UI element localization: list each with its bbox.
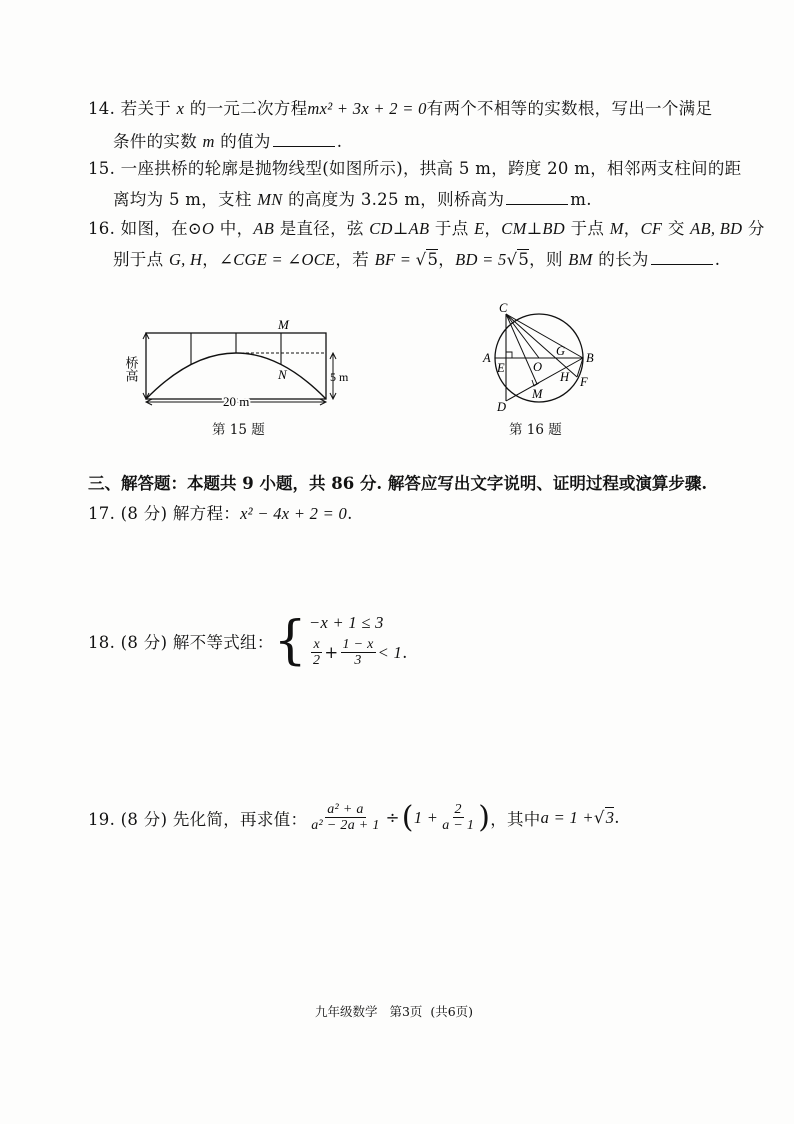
question-14-line-1: 14. 若关于 x 的一元二次方程mx² + 3x + 2 = 0有两个不相等的实数根，写出一个满足 (88, 99, 713, 118)
question-19: 19. (8 分) 先化简，再求值： $\frac{\text{a² + a}}{\text{a² − 2a + 1}}$ ÷ ( 1 + $\frac{2}{a - 1}$ ) ，其中 a = 1 + √ 3 . (88, 799, 620, 835)
question-15-line-1: 15. 一座拱桥的轮廓是抛物线型(如图所示)，拱高 5 m，跨度 20 m，相邻两支柱间的距 (88, 159, 742, 178)
label-M: M (278, 317, 289, 332)
label-H: H (560, 370, 570, 384)
parabola-arch (146, 353, 326, 399)
question-18: 18. (8 分) 解不等式组： { −x + 1 ≤ 3 $\frac{x}{2}$ + $\frac{1 - x}{3}$ < 1 . (88, 610, 408, 671)
label-M: M (532, 387, 543, 401)
segment-CB (506, 314, 583, 358)
question-14-line-2: 条件的实数 m 的值为 . (113, 132, 343, 151)
label-bridge-height: 桥高 (123, 356, 139, 382)
answer-blank-14[interactable] (273, 132, 335, 147)
label-A: A (483, 351, 491, 365)
label-B: B (586, 351, 594, 365)
label-D: D (497, 400, 507, 414)
figure-15-arch-bridge (123, 317, 349, 410)
label-E: E (497, 361, 505, 375)
section-3-heading: 三、解答题：本题共 9 小题，共 86 分. 解答应写出文字说明、证明过程或演算步骤. (88, 474, 708, 493)
inequality-system: −x + 1 ≤ 3 $\frac{x}{2}$ + $\frac{1 - x}{3}$ < 1 . (309, 613, 408, 668)
question-16-line-2: 别于点 G, H，∠CGE = ∠OCE，若 BF = √5，BD = 5√5，则 BM 的长为 . (113, 250, 721, 269)
label-G: G (556, 344, 566, 358)
page-footer: 九年级数学 第3页 (共6页) (315, 1004, 474, 1019)
figure-15-caption: 第 15 题 (212, 422, 265, 438)
question-15-line-2: 离均为 5 m，支柱 MN 的高度为 3.25 m，则桥高为 m. (113, 190, 592, 209)
segment-DB (506, 358, 583, 401)
question-17: 17. (8 分) 解方程：x² − 4x + 2 = 0. (88, 504, 353, 523)
label-20m: 20 m (223, 394, 250, 409)
label-O: O (533, 360, 543, 374)
figure-16-circle-geometry (470, 300, 600, 415)
figure-16-caption: 第 16 题 (509, 422, 562, 438)
answer-blank-16[interactable] (651, 250, 713, 265)
answer-blank-15[interactable] (506, 190, 568, 205)
label-F: F (580, 375, 588, 389)
system-brace: { (273, 610, 308, 671)
label-5m: 5 m (330, 370, 349, 384)
label-C: C (499, 301, 508, 315)
right-angle-E (506, 352, 512, 358)
label-N: N (278, 367, 287, 382)
question-16-line-1: 16. 如图，在⊙O 中，AB 是直径，弦 CD⊥AB 于点 E，CM⊥BD 于点 M，CF 交 AB, BD 分 (88, 219, 765, 238)
